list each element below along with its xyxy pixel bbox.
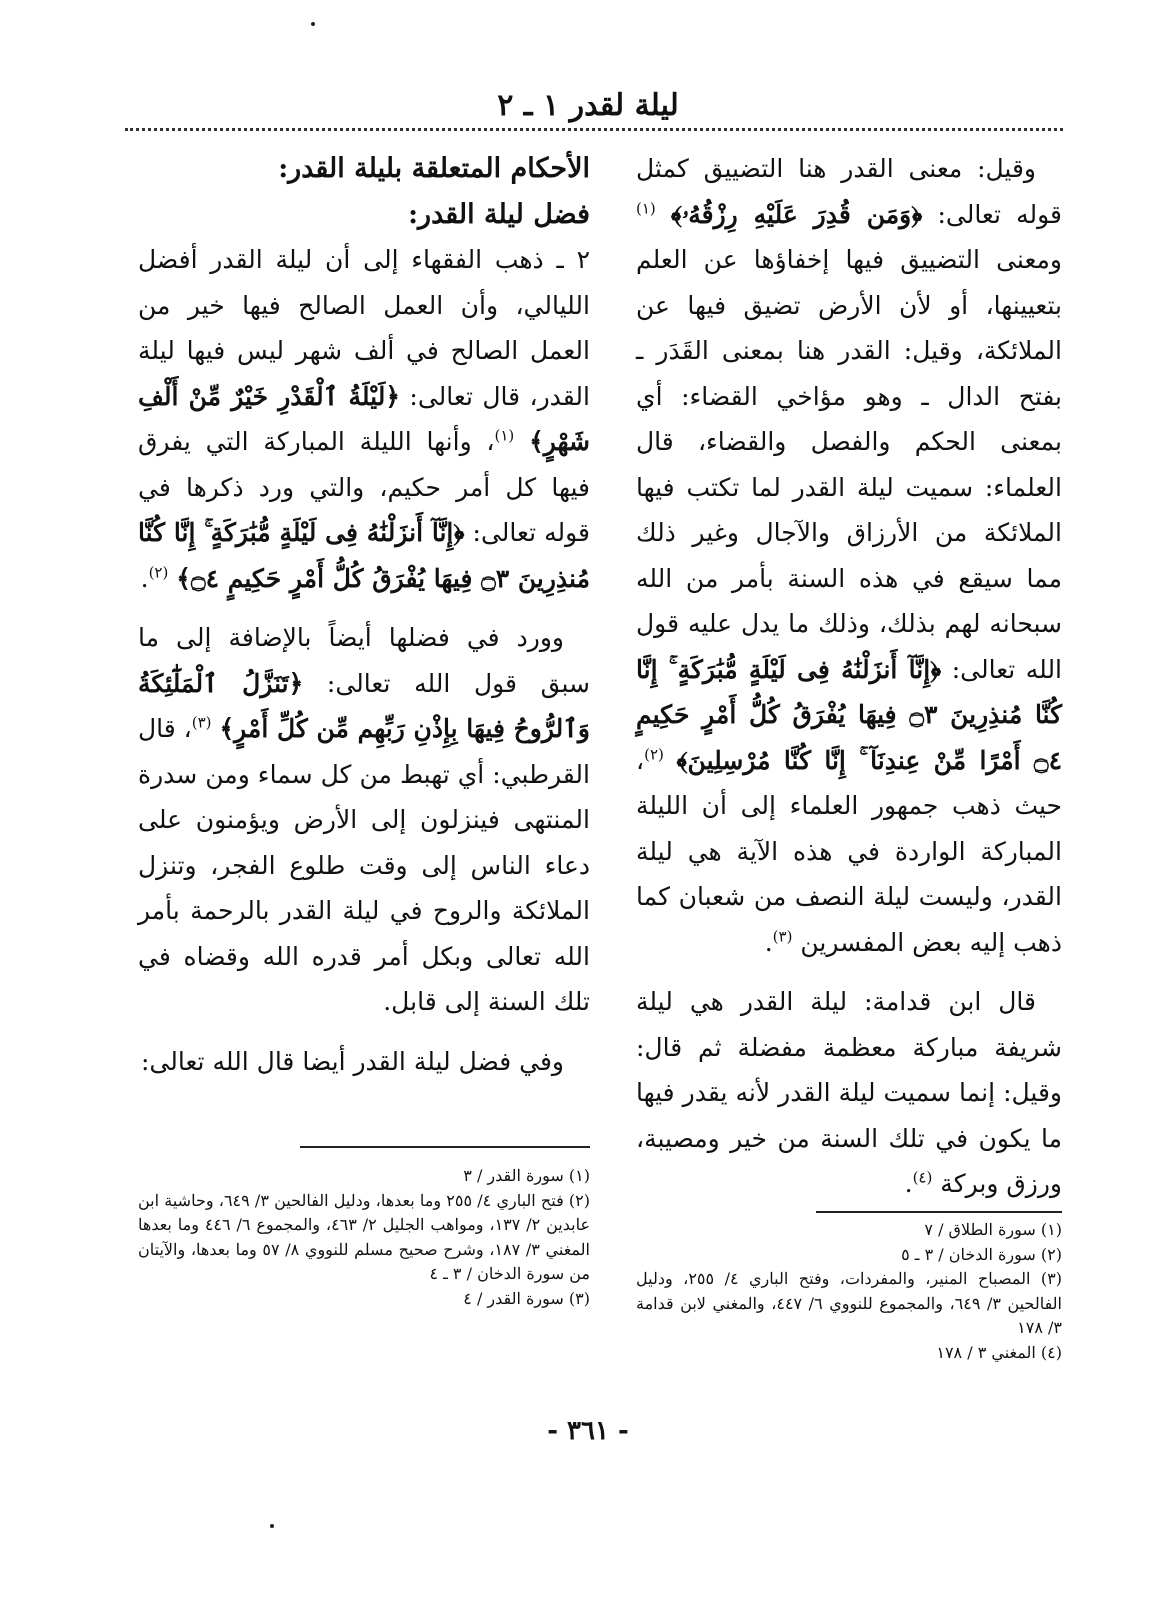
- body-text: قال ابن قدامة: ليلة القدر هي ليلة شريفة مباركة معظمة مفضلة ثم قال: وقيل: إنما سميت ليلة القدر لأنه يقدر فيها ما يكون في تلك السنة من خير ومصيبة، ورزق وبركة: [636, 987, 1062, 1198]
- quran-verse: ﴿إِنَّآ أَنزَلْنَٰهُ فِى لَيْلَةٍ مُّبَٰرَكَةٍ ۚ إِنَّا كُنَّا مُنذِرِينَ ۝٣ فِيهَا يُفْرَقُ كُلُّ أَمْرٍ حَكِيمٍ ۝٤﴾: [138, 518, 590, 593]
- subsection-heading: فضل ليلة القدر:: [408, 198, 590, 230]
- page-number: - ٣٦١ -: [547, 1416, 629, 1446]
- footnotes-right: [636, 1218, 1062, 1365]
- paragraph: [138, 237, 590, 601]
- scan-speck: [311, 22, 315, 26]
- paragraph: [636, 146, 1062, 965]
- quran-verse: ﴿وَمَن قُدِرَ عَلَيْهِ رِزْقُهُۥ﴾: [670, 199, 923, 229]
- quran-verse: ﴿إِنَّآ أَنزَلْنَٰهُ فِى لَيْلَةٍ مُّبَٰرَكَةٍ ۚ إِنَّا كُنَّا مُنذِرِينَ ۝٣ فِيهَا يُفْرَقُ كُلُّ أَمْرٍ حَكِيمٍ ۝٤ أَمْرًا مِّنْ عِندِنَآ ۚ إِنَّا كُنَّا مُرْسِلِينَ﴾: [636, 654, 1063, 775]
- footnote-separator: [816, 1211, 1062, 1213]
- quran-verse: ﴿لَيْلَةُ ٱلْقَدْرِ خَيْرٌ مِّنْ أَلْفِ شَهْرٍ﴾: [138, 381, 590, 456]
- body-text: ، حيث ذهب جمهور العلماء إلى أن الليلة المباركة الواردة في هذه الآية هي ليلة القدر، وليست ليلة النصف من شعبان كما ذهب إليه بعض المفسرين: [636, 745, 1062, 957]
- body-text: ، قال القرطبي: أي تهبط من كل سماء ومن سدرة المنتهى فينزلون إلى الأرض ويؤمنون على دعاء الناس إلى وقت طلوع الفجر، وتنزل الملائكة والروح في ليلة القدر بالرحمة بأمر الله تعالى وبكل أمر قدره الله وقضاه في تلك السنة إلى قابل.: [138, 714, 590, 1016]
- footnote-ref: (١): [494, 426, 515, 445]
- footnote-item: (٢) فتح الباري ٤/ ٢٥٥ وما بعدها، ودليل الفالحين ٣/ ٦٤٩، وحاشية ابن عابدين ٢/ ١٣٧، ومواهب الجليل ٢/ ٤٦٣، والمجموع ٦/ ٤٤٦ وما بعدها المغني ٣/ ١٨٧، وشرح صحيح مسلم للنووي ٨/ ٥٧ وما بعدها، والآيتان من سورة الدخان / ٣ ـ ٤: [138, 1190, 591, 1283]
- footnote-item: (١) سورة القدر / ٣: [463, 1166, 590, 1185]
- footnote-ref: (١): [636, 199, 656, 218]
- body-text: ، وأنها الليلة المباركة التي يفرق فيها كل أمر حكيم، والتي ورد ذكرها في قوله تعالى:: [138, 427, 591, 547]
- left-text-column: [138, 146, 590, 1084]
- section-heading: الأحكام المتعلقة بليلة القدر:: [278, 153, 590, 184]
- footnote-ref: (٤): [912, 1168, 933, 1187]
- body-text: .: [140, 563, 149, 593]
- footnote-item: (٣) المصباح المنير، والمفردات، وفتح الباري ٤/ ٢٥٥، ودليل الفالحين ٣/ ٦٤٩، والمجموع للنووي ٦/ ٤٤٧، والمغني لابن قدامة ٣/ ١٧٨: [636, 1269, 1063, 1337]
- body-text: وقيل: معنى القدر هنا التضييق كمثل قوله تعالى:: [636, 154, 1062, 229]
- title-dotted-rule: [125, 128, 1063, 131]
- body-text: ومعنى التضييق فيها إخفاؤها عن العلم بتعيينها، أو لأن الأرض تضيق فيها عن الملائكة، وقيل: القدر هنا بمعنى القَدَر ـ بفتح الدال ـ وهو مؤاخي القضاء: أي بمعنى الحكم والفصل والقضاء، قال العلماء: سميت ليلة القدر لما تكتب فيها الملائكة من الأرزاق والآجال وغير ذلك مما سيقع في هذه السنة بأمر من الله سبحانه لهم بذلك، وذلك ما يدل عليه قول الله تعالى:: [636, 245, 1063, 684]
- paragraph: وفي فضل ليلة القدر أيضا قال الله تعالى:: [141, 1046, 564, 1076]
- scan-speck: [270, 1524, 274, 1528]
- footnote-ref: (٢): [644, 745, 664, 764]
- running-title: ليلة لقدر ١ ـ ٢: [497, 88, 679, 123]
- quran-verse: ﴿تَنَزَّلُ ٱلْمَلَٰٓئِكَةُ وَٱلرُّوحُ فِيهَا بِإِذْنِ رَبِّهِم مِّن كُلِّ أَمْرٍ﴾: [138, 668, 590, 743]
- right-text-column: [636, 146, 1062, 1207]
- body-text: ٢ ـ ذهب الفقهاء إلى أن ليلة القدر أفضل الليالي، وأن العمل الصالح فيها خير من العمل الصالح في ألف شهر ليس فيها ليلة القدر، قال تعالى:: [138, 245, 590, 411]
- footnote-item: (١) سورة الطلاق / ٧: [924, 1220, 1062, 1239]
- body-text: .: [904, 1169, 913, 1198]
- footnote-separator: [300, 1146, 590, 1148]
- body-text: .: [764, 927, 773, 957]
- footnote-ref: (٢): [148, 563, 169, 582]
- paragraph: [138, 615, 590, 1025]
- footnote-item: (٢) سورة الدخان / ٣ ـ ٥: [901, 1244, 1062, 1264]
- footnote-item: (٣) سورة القدر / ٤: [463, 1288, 590, 1308]
- paragraph: [636, 979, 1062, 1207]
- body-text: وورد في فضلها أيضاً بالإضافة إلى ما سبق قول الله تعالى:: [138, 623, 590, 698]
- footnote-ref: (٣): [772, 927, 793, 946]
- footnote-item: (٤) المغني ٣ / ١٧٨: [936, 1342, 1062, 1362]
- footnote-ref: (٣): [191, 713, 212, 732]
- footnotes-left: [138, 1164, 590, 1311]
